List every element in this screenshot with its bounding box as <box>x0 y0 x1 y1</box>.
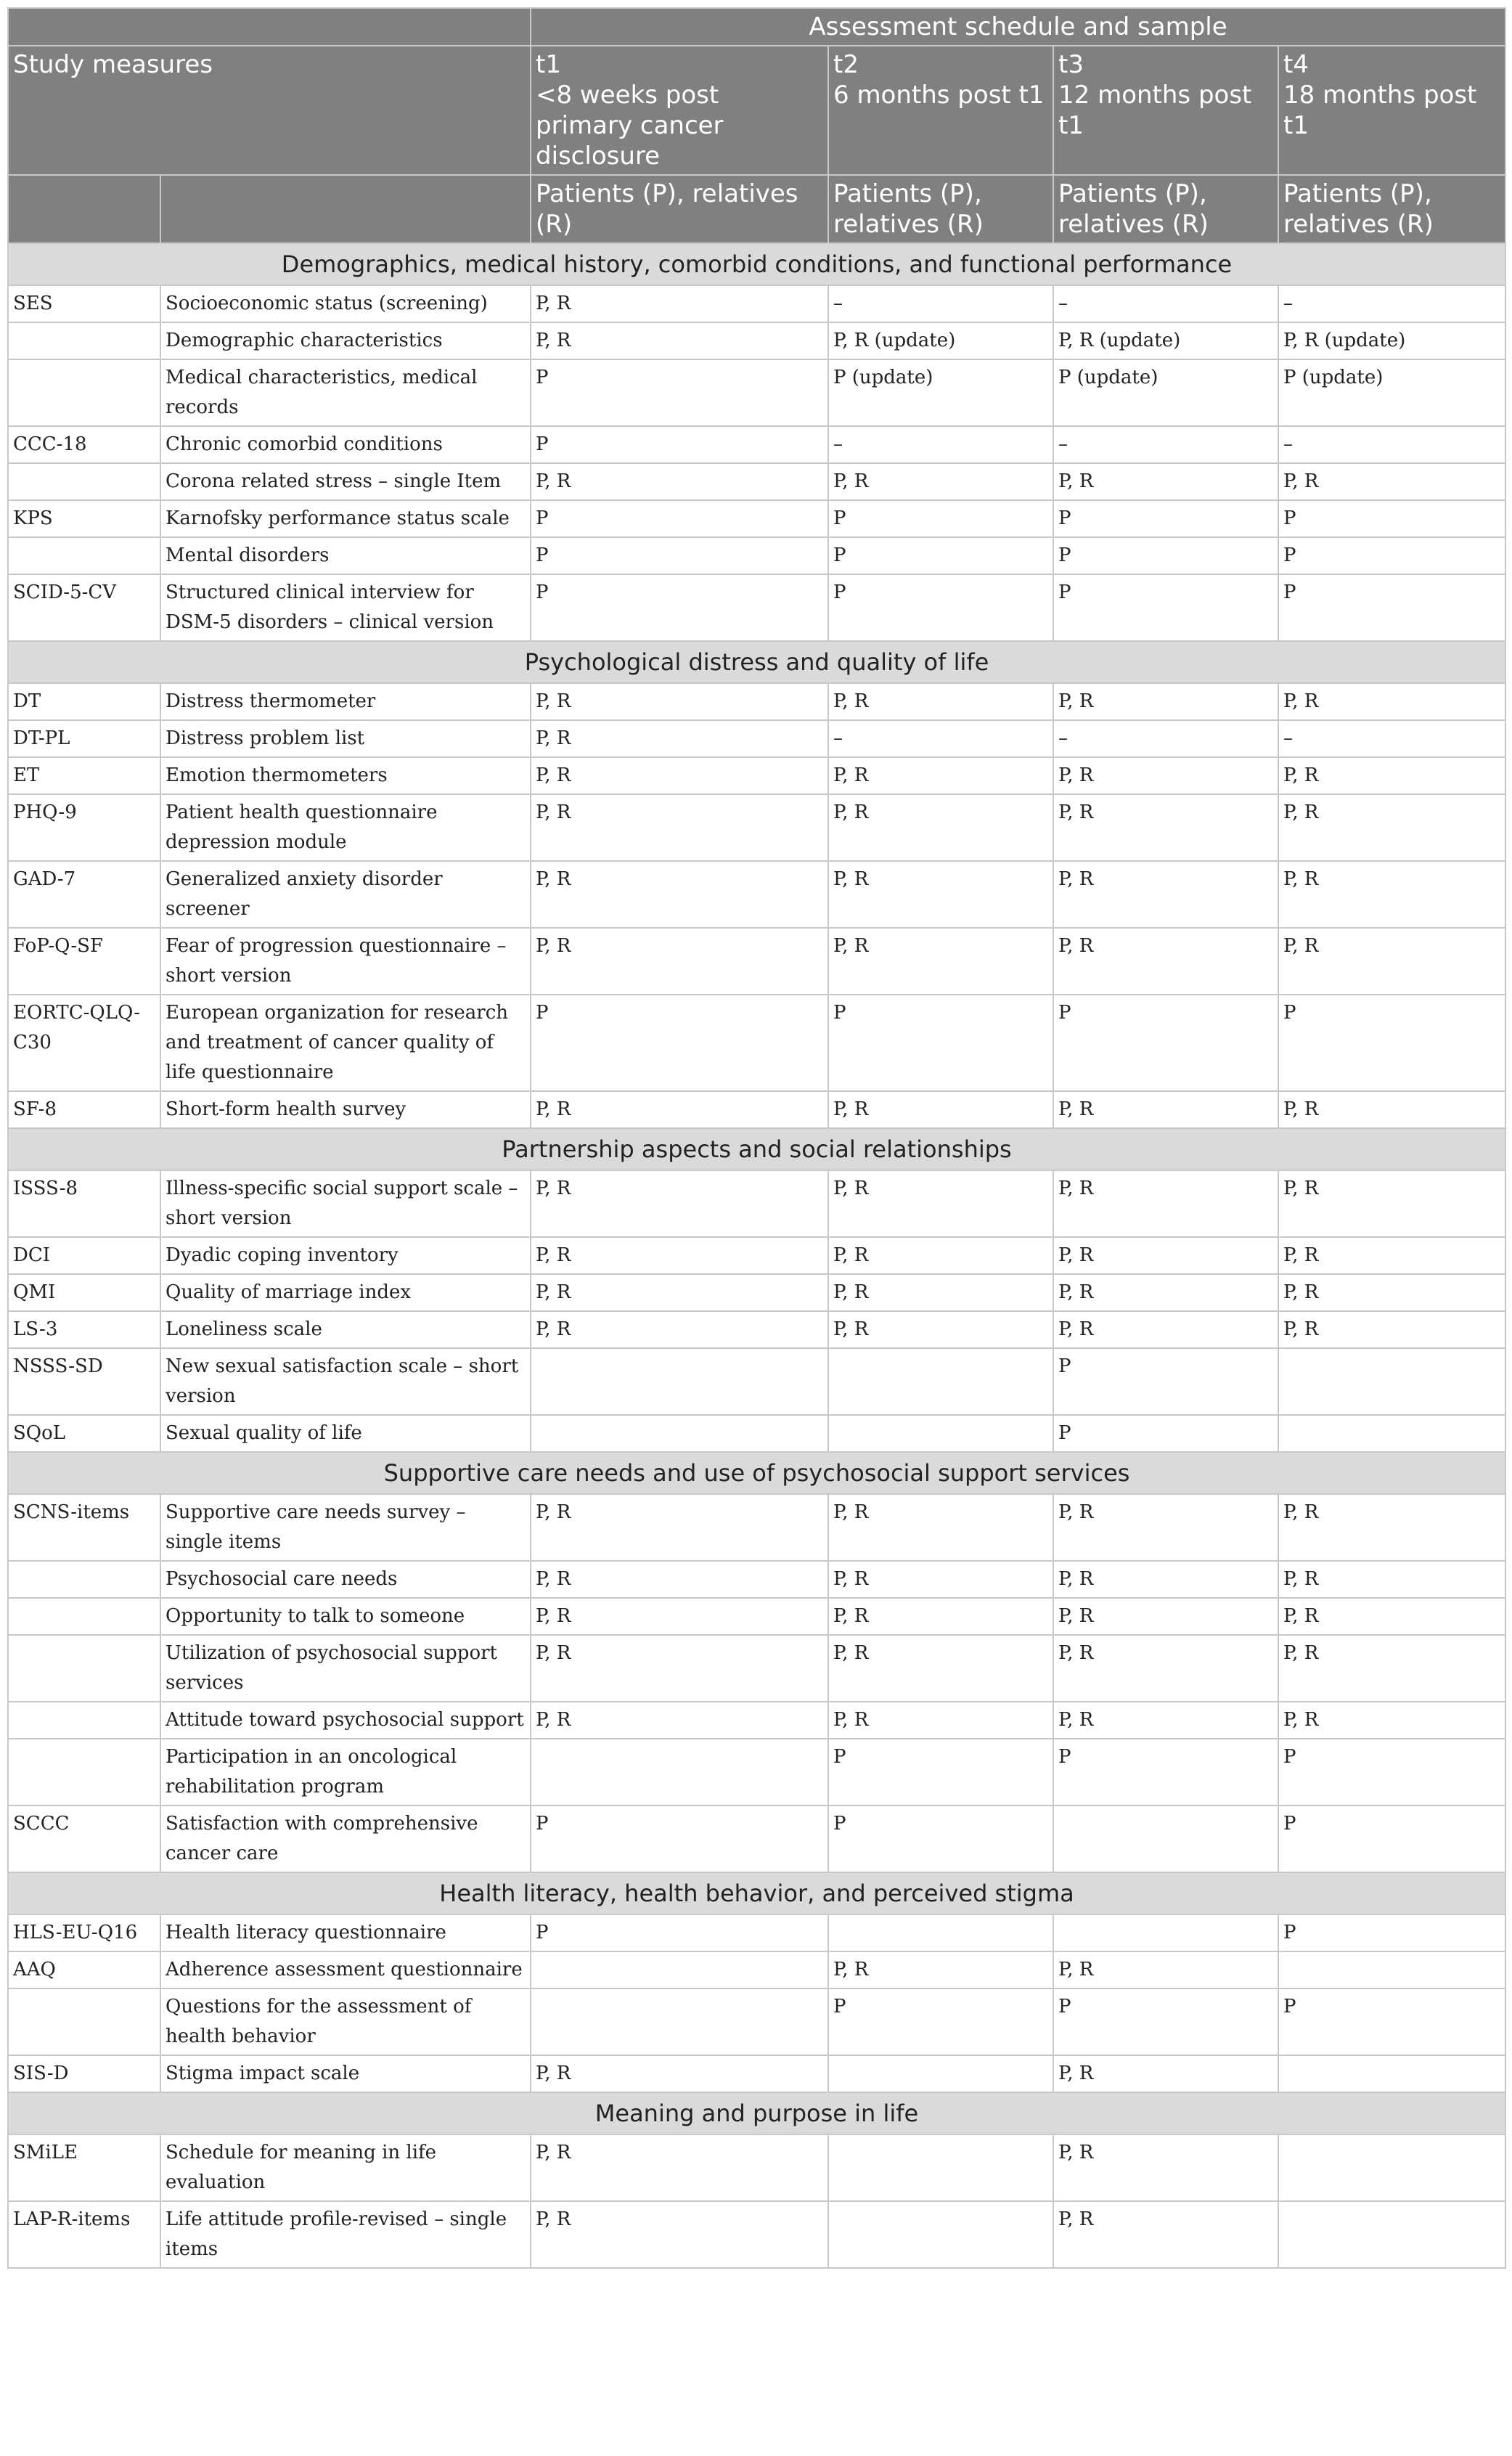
table-row <box>8 928 1505 995</box>
timepoint-cell-t3: P, R <box>1053 683 1278 720</box>
sample-label-t1: Patients (P), relatives (R) <box>531 175 828 243</box>
timepoint-header-t3 <box>1053 46 1278 175</box>
timepoint-cell-t3: P, R <box>1053 1091 1278 1128</box>
timepoint-cell-t1 <box>531 1739 828 1806</box>
timepoint-cell-t3: P, R <box>1053 1494 1278 1561</box>
measure-abbreviation: EORTC-QLQ-C30 <box>8 995 160 1091</box>
timepoint-cell-t3: P <box>1053 1739 1278 1806</box>
section-title: Meaning and purpose in life <box>8 2092 1505 2134</box>
measure-abbreviation: SCCC <box>8 1806 160 1872</box>
timepoint-cell-t3: P, R <box>1053 2201 1278 2268</box>
measure-abbreviation: SF-8 <box>8 1091 160 1128</box>
measure-abbreviation <box>8 1635 160 1702</box>
table-row <box>8 1914 1505 1951</box>
table-row <box>8 683 1505 720</box>
sample-label-t4: Patients (P), relatives (R) <box>1278 175 1505 243</box>
section-row <box>8 1452 1505 1494</box>
timepoint-cell-t3: P, R <box>1053 757 1278 794</box>
timepoint-cell-t1: P, R <box>531 1274 828 1311</box>
timepoint-cell-t3: P, R <box>1053 794 1278 861</box>
table-row <box>8 995 1505 1091</box>
timepoint-label: t1 <box>536 50 561 79</box>
table-header <box>8 8 1505 243</box>
section-row <box>8 1872 1505 1914</box>
timepoint-cell-t3: P, R <box>1053 1170 1278 1237</box>
timepoint-cell-t2: P <box>828 574 1053 641</box>
timepoint-cell-t3: P, R <box>1053 463 1278 500</box>
sample-label-t2: Patients (P), relatives (R) <box>828 175 1053 243</box>
timepoint-cell-t4: P <box>1278 574 1505 641</box>
timepoint-cell-t1: P, R <box>531 1091 828 1128</box>
timepoint-cell-t2: P, R <box>828 683 1053 720</box>
timepoint-cell-t1: P, R <box>531 794 828 861</box>
table-row <box>8 463 1505 500</box>
timepoint-cell-t2: P, R <box>828 928 1053 995</box>
timepoint-cell-t2: P, R <box>828 1635 1053 1702</box>
table-row <box>8 1561 1505 1598</box>
timepoint-cell-t3: P, R <box>1053 1702 1278 1739</box>
timepoint-cell-t3: P <box>1053 1415 1278 1452</box>
timepoint-cell-t1: P, R <box>531 1237 828 1274</box>
measure-name: Sexual quality of life <box>160 1415 531 1452</box>
timepoint-cell-t4: P, R <box>1278 1598 1505 1635</box>
measure-abbreviation <box>8 463 160 500</box>
section-title: Psychological distress and quality of life <box>8 641 1505 683</box>
measure-name: Utilization of psychosocial support services <box>160 1635 531 1702</box>
timepoint-cell-t4: P, R <box>1278 757 1505 794</box>
timepoint-cell-t4: P (update) <box>1278 359 1505 426</box>
timepoint-cell-t4 <box>1278 2201 1505 2268</box>
table-row <box>8 322 1505 359</box>
timepoint-cell-t3: P <box>1053 574 1278 641</box>
sample-label-t3: Patients (P), relatives (R) <box>1053 175 1278 243</box>
timepoint-cell-t3 <box>1053 1914 1278 1951</box>
timepoint-description: 6 months post t1 <box>833 81 1045 110</box>
measure-name: Distress thermometer <box>160 683 531 720</box>
measure-abbreviation <box>8 1702 160 1739</box>
timepoint-description: <8 weeks post primary cancer disclosure <box>536 81 724 171</box>
timepoint-cell-t2: P, R <box>828 1170 1053 1237</box>
measure-abbreviation: FoP-Q-SF <box>8 928 160 995</box>
measure-abbreviation: AAQ <box>8 1951 160 1988</box>
timepoint-cell-t4: P, R <box>1278 683 1505 720</box>
section-title: Partnership aspects and social relationships <box>8 1128 1505 1170</box>
timepoint-cell-t1: P, R <box>531 720 828 757</box>
timepoint-cell-t2: P <box>828 1988 1053 2055</box>
measure-abbreviation: HLS-EU-Q16 <box>8 1914 160 1951</box>
timepoint-cell-t4: P, R <box>1278 1702 1505 1739</box>
measure-name: Psychosocial care needs <box>160 1561 531 1598</box>
measure-name: Mental disorders <box>160 537 531 574</box>
measure-name: Socioeconomic status (screening) <box>160 285 531 322</box>
timepoint-cell-t2: P, R <box>828 1598 1053 1635</box>
timepoint-cell-t2: P, R <box>828 1274 1053 1311</box>
timepoint-cell-t3: P, R <box>1053 1561 1278 1598</box>
timepoint-cell-t2: P, R <box>828 757 1053 794</box>
measure-abbreviation <box>8 1598 160 1635</box>
measure-abbreviation: SCNS-items <box>8 1494 160 1561</box>
table-row <box>8 500 1505 537</box>
measure-name: Opportunity to talk to someone <box>160 1598 531 1635</box>
timepoint-cell-t2: P <box>828 1739 1053 1806</box>
timepoint-cell-t3: P, R <box>1053 1598 1278 1635</box>
timepoint-cell-t1: P <box>531 995 828 1091</box>
timepoint-cell-t4: P, R <box>1278 1635 1505 1702</box>
timepoint-cell-t3: P (update) <box>1053 359 1278 426</box>
timepoint-cell-t3: P <box>1053 537 1278 574</box>
measure-name: Illness-specific social support scale – short version <box>160 1170 531 1237</box>
timepoint-cell-t2: P, R <box>828 861 1053 928</box>
timepoint-cell-t2: P, R <box>828 1311 1053 1348</box>
timepoint-cell-t2: P, R <box>828 1561 1053 1598</box>
timepoint-cell-t1: P <box>531 359 828 426</box>
timepoint-cell-t4: P <box>1278 1806 1505 1872</box>
table-row <box>8 1739 1505 1806</box>
table-row <box>8 285 1505 322</box>
timepoint-cell-t3 <box>1053 1806 1278 1872</box>
measure-abbreviation: NSSS-SD <box>8 1348 160 1415</box>
table-row <box>8 861 1505 928</box>
measure-name: Quality of marriage index <box>160 1274 531 1311</box>
timepoint-cell-t2 <box>828 2134 1053 2201</box>
timepoint-cell-t1: P, R <box>531 1494 828 1561</box>
timepoint-cell-t3: P, R <box>1053 1311 1278 1348</box>
timepoint-cell-t4: P, R <box>1278 1237 1505 1274</box>
timepoint-cell-t4 <box>1278 1415 1505 1452</box>
timepoint-cell-t1: P, R <box>531 2134 828 2201</box>
measure-name: Life attitude profile-revised – single items <box>160 2201 531 2268</box>
timepoint-cell-t2: P, R <box>828 1494 1053 1561</box>
timepoint-cell-t3: – <box>1053 426 1278 463</box>
timepoint-cell-t3: P <box>1053 500 1278 537</box>
table-row <box>8 1494 1505 1561</box>
section-row <box>8 243 1505 285</box>
timepoint-cell-t4: P, R <box>1278 861 1505 928</box>
timepoint-cell-t1: P, R <box>531 2201 828 2268</box>
measure-abbreviation <box>8 1988 160 2055</box>
table-row <box>8 1988 1505 2055</box>
timepoint-cell-t4 <box>1278 2134 1505 2201</box>
timepoint-cell-t1: P, R <box>531 463 828 500</box>
study-measures-heading: Study measures <box>8 46 531 175</box>
timepoint-cell-t4: P <box>1278 537 1505 574</box>
table-row <box>8 794 1505 861</box>
timepoint-cell-t1 <box>531 1348 828 1415</box>
section-row <box>8 641 1505 683</box>
timepoint-cell-t4: – <box>1278 426 1505 463</box>
timepoint-cell-t3: P, R <box>1053 2055 1278 2092</box>
timepoint-cell-t3: P, R <box>1053 2134 1278 2201</box>
timepoint-cell-t3: P, R <box>1053 861 1278 928</box>
timepoint-cell-t2: P <box>828 537 1053 574</box>
table-row <box>8 1274 1505 1311</box>
measure-name: Structured clinical interview for DSM-5 disorders – clinical version <box>160 574 531 641</box>
timepoint-cell-t4 <box>1278 2055 1505 2092</box>
table-row <box>8 2055 1505 2092</box>
timepoint-cell-t4: P <box>1278 1988 1505 2055</box>
table-row <box>8 426 1505 463</box>
measure-name: Patient health questionnaire depression module <box>160 794 531 861</box>
timepoint-cell-t4: P, R <box>1278 928 1505 995</box>
measure-name: Schedule for meaning in life evaluation <box>160 2134 531 2201</box>
timepoint-cell-t4: P, R <box>1278 794 1505 861</box>
timepoint-label: t3 <box>1058 50 1084 79</box>
timepoint-cell-t2: P, R <box>828 1091 1053 1128</box>
measure-abbreviation: SES <box>8 285 160 322</box>
table-row <box>8 720 1505 757</box>
timepoint-cell-t3: P, R <box>1053 1635 1278 1702</box>
measure-name: Loneliness scale <box>160 1311 531 1348</box>
timepoint-cell-t4: P <box>1278 500 1505 537</box>
timepoint-cell-t4: P <box>1278 1914 1505 1951</box>
measure-name: Demographic characteristics <box>160 322 531 359</box>
measure-name: Health literacy questionnaire <box>160 1914 531 1951</box>
measure-abbreviation <box>8 537 160 574</box>
timepoint-cell-t2: P, R <box>828 1702 1053 1739</box>
timepoint-label: t4 <box>1283 50 1309 79</box>
measure-abbreviation: LS-3 <box>8 1311 160 1348</box>
measure-name: Karnofsky performance status scale <box>160 500 531 537</box>
measure-name: Short-form health survey <box>160 1091 531 1128</box>
measure-abbreviation: SQoL <box>8 1415 160 1452</box>
timepoint-cell-t2: P, R <box>828 1237 1053 1274</box>
timepoint-cell-t1: P, R <box>531 1598 828 1635</box>
timepoint-cell-t2 <box>828 1348 1053 1415</box>
timepoint-cell-t1: P, R <box>531 1561 828 1598</box>
timepoint-cell-t1: P <box>531 574 828 641</box>
timepoint-cell-t1: P, R <box>531 757 828 794</box>
measure-name: Dyadic coping inventory <box>160 1237 531 1274</box>
measure-abbreviation: DT-PL <box>8 720 160 757</box>
measure-name: Corona related stress – single Item <box>160 463 531 500</box>
timepoint-cell-t1: P, R <box>531 1311 828 1348</box>
measure-name: Participation in an oncological rehabilitation program <box>160 1739 531 1806</box>
timepoint-cell-t1: P, R <box>531 1635 828 1702</box>
measure-abbreviation: LAP-R-items <box>8 2201 160 2268</box>
timepoint-cell-t4: P, R <box>1278 1311 1505 1348</box>
measure-abbreviation <box>8 1739 160 1806</box>
table-row <box>8 1311 1505 1348</box>
timepoint-cell-t2: P, R <box>828 1951 1053 1988</box>
section-row <box>8 2092 1505 2134</box>
header-blank-cell <box>8 8 531 46</box>
timepoint-cell-t1: P, R <box>531 2055 828 2092</box>
timepoint-cell-t3: P, R <box>1053 1951 1278 1988</box>
measure-name: European organization for research and treatment of cancer quality of life questionnaire <box>160 995 531 1091</box>
table-row <box>8 574 1505 641</box>
measure-name: Adherence assessment questionnaire <box>160 1951 531 1988</box>
timepoint-cell-t4: P, R <box>1278 1561 1505 1598</box>
section-row <box>8 1128 1505 1170</box>
timepoint-cell-t2 <box>828 2201 1053 2268</box>
timepoint-cell-t4 <box>1278 1951 1505 1988</box>
header-blank-cell <box>8 175 160 243</box>
table-row <box>8 2201 1505 2268</box>
measure-abbreviation <box>8 1561 160 1598</box>
timepoint-cell-t4 <box>1278 1348 1505 1415</box>
measure-abbreviation: SMiLE <box>8 2134 160 2201</box>
timepoint-cell-t1: P, R <box>531 928 828 995</box>
measure-name: Chronic comorbid conditions <box>160 426 531 463</box>
timepoint-cell-t2 <box>828 1415 1053 1452</box>
measure-abbreviation: ET <box>8 757 160 794</box>
assessment-schedule-table <box>7 7 1506 2269</box>
timepoint-cell-t2: – <box>828 720 1053 757</box>
timepoint-description: 12 months post t1 <box>1058 81 1252 140</box>
table-row <box>8 359 1505 426</box>
timepoint-cell-t2: P <box>828 995 1053 1091</box>
measure-abbreviation: DT <box>8 683 160 720</box>
timepoint-cell-t1: P, R <box>531 683 828 720</box>
timepoint-cell-t2: P, R <box>828 463 1053 500</box>
table-row <box>8 1635 1505 1702</box>
timepoint-cell-t4: P, R <box>1278 1494 1505 1561</box>
measure-name: Generalized anxiety disorder screener <box>160 861 531 928</box>
timepoint-cell-t1 <box>531 1988 828 2055</box>
section-title: Demographics, medical history, comorbid conditions, and functional performance <box>8 243 1505 285</box>
section-title: Supportive care needs and use of psychosocial support services <box>8 1452 1505 1494</box>
timepoint-cell-t1: P <box>531 1806 828 1872</box>
timepoint-cell-t1: P <box>531 500 828 537</box>
timepoint-cell-t3: P, R <box>1053 928 1278 995</box>
measure-name: Questions for the assessment of health behavior <box>160 1988 531 2055</box>
timepoint-cell-t3: – <box>1053 720 1278 757</box>
measure-name: Supportive care needs survey – single items <box>160 1494 531 1561</box>
measure-name: Attitude toward psychosocial support <box>160 1702 531 1739</box>
table-row <box>8 1951 1505 1988</box>
timepoint-cell-t4: P, R <box>1278 1091 1505 1128</box>
measure-name: Satisfaction with comprehensive cancer care <box>160 1806 531 1872</box>
timepoint-cell-t1: P, R <box>531 861 828 928</box>
timepoint-description: 18 months post t1 <box>1283 81 1477 140</box>
table-row <box>8 757 1505 794</box>
timepoint-cell-t1: P <box>531 1914 828 1951</box>
measure-abbreviation: PHQ-9 <box>8 794 160 861</box>
table-row <box>8 1170 1505 1237</box>
timepoint-cell-t2: P, R (update) <box>828 322 1053 359</box>
timepoint-cell-t3: P, R <box>1053 1237 1278 1274</box>
timepoint-cell-t1 <box>531 1415 828 1452</box>
header-blank-cell <box>160 175 531 243</box>
table-row <box>8 1237 1505 1274</box>
timepoint-cell-t4: P <box>1278 995 1505 1091</box>
timepoint-cell-t3: P, R <box>1053 1274 1278 1311</box>
timepoint-cell-t1: P, R <box>531 285 828 322</box>
timepoint-cell-t4: P, R (update) <box>1278 322 1505 359</box>
timepoint-cell-t2: P, R <box>828 794 1053 861</box>
timepoint-header-t4 <box>1278 46 1505 175</box>
timepoint-cell-t2: – <box>828 285 1053 322</box>
section-title: Health literacy, health behavior, and perceived stigma <box>8 1872 1505 1914</box>
measure-abbreviation: SCID-5-CV <box>8 574 160 641</box>
timepoint-cell-t3: P <box>1053 1348 1278 1415</box>
table-body <box>8 243 1505 2268</box>
measure-abbreviation: SIS-D <box>8 2055 160 2092</box>
timepoint-cell-t2: P <box>828 1806 1053 1872</box>
measure-abbreviation: KPS <box>8 500 160 537</box>
timepoint-cell-t4: – <box>1278 720 1505 757</box>
table-row <box>8 1091 1505 1128</box>
timepoint-cell-t4: P, R <box>1278 1170 1505 1237</box>
timepoint-header-t1 <box>531 46 828 175</box>
timepoint-cell-t3: P, R (update) <box>1053 322 1278 359</box>
measure-name: New sexual satisfaction scale – short version <box>160 1348 531 1415</box>
timepoint-cell-t2: P <box>828 500 1053 537</box>
timepoint-cell-t4: P, R <box>1278 463 1505 500</box>
timepoint-cell-t2 <box>828 2055 1053 2092</box>
timepoint-cell-t1 <box>531 1951 828 1988</box>
measure-name: Stigma impact scale <box>160 2055 531 2092</box>
assessment-schedule-heading: Assessment schedule and sample <box>531 8 1505 46</box>
measure-name: Fear of progression questionnaire – short version <box>160 928 531 995</box>
measure-name: Distress problem list <box>160 720 531 757</box>
measure-abbreviation: CCC-18 <box>8 426 160 463</box>
measure-abbreviation: ISSS-8 <box>8 1170 160 1237</box>
table-row <box>8 537 1505 574</box>
timepoint-cell-t1: P, R <box>531 322 828 359</box>
measure-name: Medical characteristics, medical records <box>160 359 531 426</box>
timepoint-cell-t3: P <box>1053 995 1278 1091</box>
timepoint-cell-t2 <box>828 1914 1053 1951</box>
timepoint-cell-t4: – <box>1278 285 1505 322</box>
measure-abbreviation: DCI <box>8 1237 160 1274</box>
timepoint-header-t2 <box>828 46 1053 175</box>
timepoint-cell-t3: P <box>1053 1988 1278 2055</box>
timepoint-cell-t1: P, R <box>531 1170 828 1237</box>
table-row <box>8 1415 1505 1452</box>
timepoint-cell-t3: – <box>1053 285 1278 322</box>
measure-abbreviation <box>8 322 160 359</box>
measure-name: Emotion thermometers <box>160 757 531 794</box>
timepoint-cell-t4: P, R <box>1278 1274 1505 1311</box>
table-row <box>8 1806 1505 1872</box>
measure-abbreviation: QMI <box>8 1274 160 1311</box>
table-row <box>8 1348 1505 1415</box>
measure-abbreviation: GAD-7 <box>8 861 160 928</box>
timepoint-cell-t4: P <box>1278 1739 1505 1806</box>
timepoint-cell-t1: P <box>531 426 828 463</box>
timepoint-cell-t2: P (update) <box>828 359 1053 426</box>
table-row <box>8 2134 1505 2201</box>
table-row <box>8 1702 1505 1739</box>
table-row <box>8 1598 1505 1635</box>
timepoint-cell-t1: P, R <box>531 1702 828 1739</box>
measure-abbreviation <box>8 359 160 426</box>
timepoint-label: t2 <box>833 50 859 79</box>
timepoint-cell-t1: P <box>531 537 828 574</box>
timepoint-cell-t2: – <box>828 426 1053 463</box>
